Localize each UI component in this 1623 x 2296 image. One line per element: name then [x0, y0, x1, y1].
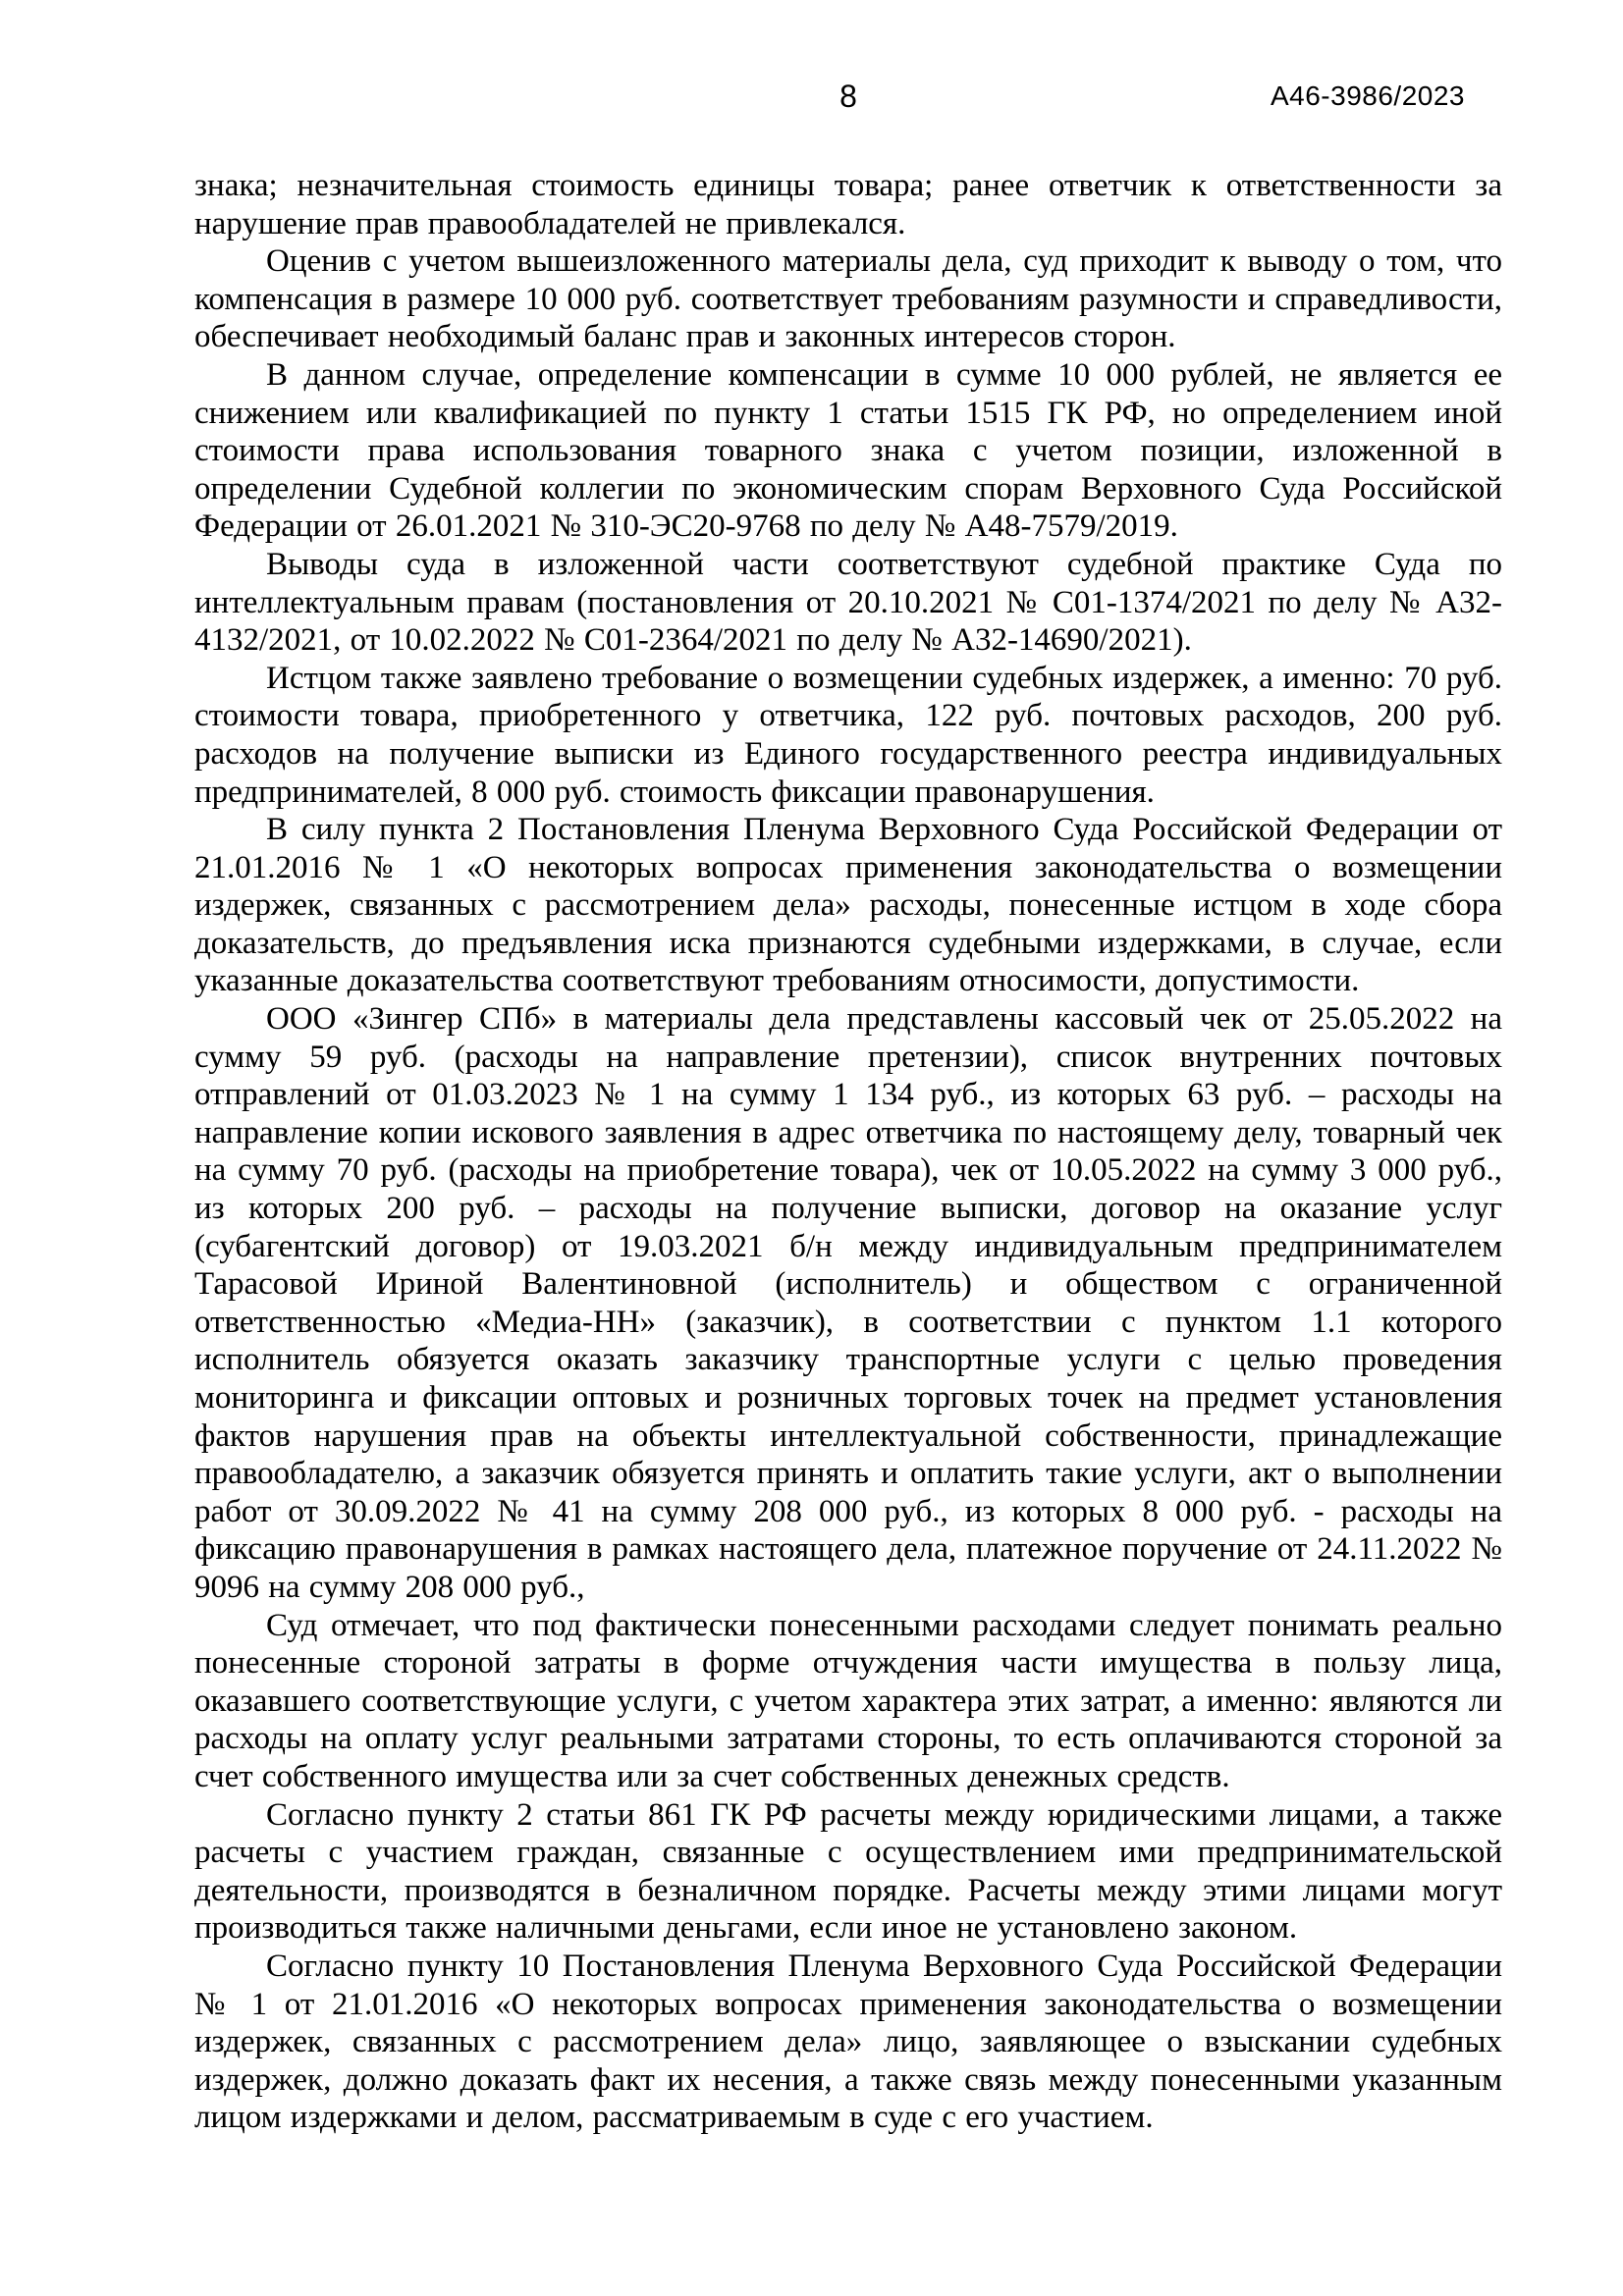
document-body — [194, 167, 1502, 2137]
body-paragraph: В силу пункта 2 Постановления Пленума Верховного Суда Российской Федерации от 21.01.2016 № 1 «О некоторых вопросах применения законодательства о возмещении издержек, связанных с рассмотрением дела» расходы, понесенные истцом в ходе сбора доказательств, до предъявления иска признаются судебными издержками, в случае, если указанные доказательства соответствуют требованиям относимости, допустимости. — [194, 812, 1502, 999]
page-number: 8 — [839, 79, 857, 114]
body-paragraph: Выводы суда в изложенной части соответствуют судебной практике Суда по интеллектуальным правам (постановления от 20.10.2021 № С01-1374/2021 по делу № А32-4132/2021, от 10.02.2022 № С01-2364/2021 по делу № А32-14690/2021). — [194, 546, 1502, 659]
body-paragraph: Оценив с учетом вышеизложенного материалы дела, суд приходит к выводу о том, что компенсация в размере 10 000 руб. соответствует требованиям разумности и справедливости, обеспечивает необходимый баланс прав и законных интересов сторон. — [194, 243, 1502, 355]
body-paragraph: ООО «Зингер СПб» в материалы дела представлены кассовый чек от 25.05.2022 на сумму 59 руб. (расходы на направление претензии), список внутренних почтовых отправлений от 01.03.2023 № 1 на сумму 1 134 руб., из которых 63 руб. – расходы на направление копии искового заявления в адрес ответчика по настоящему делу, товарный чек на сумму 70 руб. (расходы на приобретение товара), чек от 10.05.2022 на сумму 3 000 руб., из которых 200 руб. – расходы на получение выписки, договор на оказание услуг (субагентский договор) от 19.03.2021 б/н между индивидуальным предпринимателем Тарасовой Ириной Валентиновной (исполнитель) и обществом с ограниченной ответственностью «Медиа-НН» (заказчик), в соответствии с пунктом 1.1 которого исполнитель обязуется оказать заказчику транспортные услуги с целью проведения мониторинга и фиксации оптовых и розничных торговых точек на предмет установления фактов нарушения прав на объекты интеллектуальной собственности, принадлежащие правообладателю, а заказчик обязуется принять и оплатить такие услуги, акт о выполнении работ от 30.09.2022 № 41 на сумму 208 000 руб., из которых 8 000 руб. - расходы на фиксацию правонарушения в рамках настоящего дела, платежное поручение от 24.11.2022 № 9096 на сумму 208 000 руб., — [194, 1001, 1502, 1605]
page-header — [194, 80, 1502, 120]
body-paragraph: Согласно пункту 2 статьи 861 ГК РФ расчеты между юридическими лицами, а также расчеты с участием граждан, связанные с осуществлением ими предпринимательской деятельности, производятся в безналичном порядке. Расчеты между этими лицами могут производиться также наличными деньгами, если иное не установлено законом. — [194, 1796, 1502, 1947]
body-paragraph: Суд отмечает, что под фактически понесенными расходами следует понимать реально понесенные стороной затраты в форме отчуждения части имущества в пользу лица, оказавшего соответствующие услуги, с учетом характера этих затрат, а именно: являются ли расходы на оплату услуг реальными затратами стороны, то есть оплачиваются стороной за счет собственного имущества или за счет собственных денежных средств. — [194, 1607, 1502, 1794]
body-paragraph: знака; незначительная стоимость единицы товара; ранее ответчик к ответственности за нарушение прав правообладателей не привлекался. — [194, 168, 1502, 241]
body-paragraph: Истцом также заявлено требование о возмещении судебных издержек, а именно: 70 руб. стоимости товара, приобретенного у ответчика, 122 руб. почтовых расходов, 200 руб. расходов на получение выписки из Единого государственного реестра индивидуальных предпринимателей, 8 000 руб. стоимость фиксации правонарушения. — [194, 660, 1502, 810]
case-number: А46-3986/2023 — [1270, 80, 1465, 111]
body-paragraph: Согласно пункту 10 Постановления Пленума Верховного Суда Российской Федерации № 1 от 21.01.2016 «О некоторых вопросах применения законодательства о возмещении издержек, связанных с рассмотрением дела» лицо, заявляющее о взыскании судебных издержек, должно доказать факт их несения, а также связь между понесенными указанным лицом издержками и делом, рассматриваемым в суде с его участием. — [194, 1948, 1502, 2136]
body-paragraph: В данном случае, определение компенсации в сумме 10 000 рублей, не является ее снижением или квалификацией по пункту 1 статьи 1515 ГК РФ, но определением иной стоимости права использования товарного знака с учетом позиции, изложенной в определении Судебной коллегии по экономическим спорам Верховного Суда Российской Федерации от 26.01.2021 № 310-ЭС20-9768 по делу № А48-7579/2019. — [194, 356, 1502, 545]
